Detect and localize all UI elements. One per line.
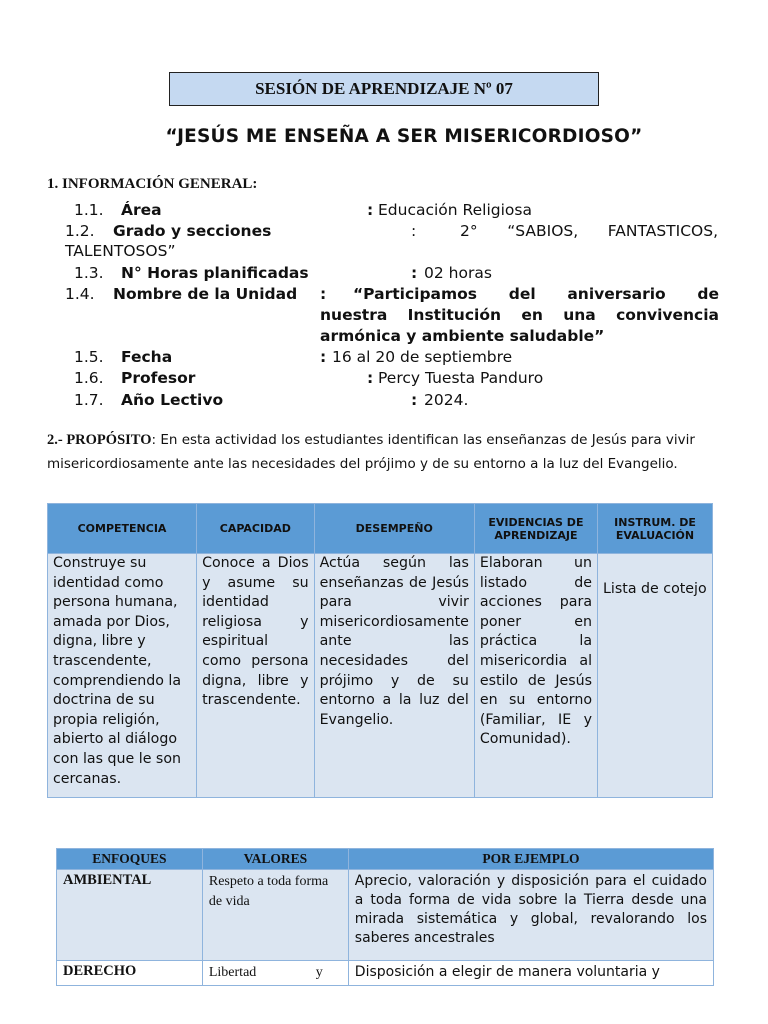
section-general-info-heading: 1. INFORMACIÓN GENERAL:: [47, 176, 258, 192]
info-label-anio: Año Lectivo: [121, 391, 224, 409]
header-por-ejemplo: POR EJEMPLO: [348, 849, 713, 870]
info-label-area: Área: [121, 201, 162, 219]
cell-instrumento: Lista de cotejo: [598, 554, 713, 798]
info-number: 1.7.: [74, 391, 104, 409]
info-value-area: Educación Religiosa: [378, 201, 532, 219]
cell-enfoque: DERECHO: [57, 961, 203, 986]
info-label-profesor: Profesor: [121, 369, 196, 387]
info-value-unidad-cont: nuestra Institución en una convivencia: [320, 306, 719, 324]
competencies-table: [47, 503, 713, 798]
cell-desempeno: Actúa según las enseñanzas de Jesús para vivir misericordiosamente ante las necesidades del prójimo y de su entorno a la luz del Evangelio.: [314, 554, 474, 798]
info-number: 1.4.: [65, 285, 95, 303]
info-value-horas: 02 horas: [424, 264, 492, 282]
info-label-grado: Grado y secciones: [113, 222, 272, 240]
info-number: 1.5.: [74, 348, 104, 366]
header-desempeno: DESEMPEÑO: [314, 504, 474, 554]
page-title: “JESÚS ME ENSEÑA A SER MISERICORDIOSO”: [165, 126, 643, 147]
info-number: 1.3.: [74, 264, 104, 282]
cell-evidencias: Elaboran un listado de acciones para poner en práctica la misericordia al estilo de Jesús en su entorno (Familiar, IE y Comunidad).: [474, 554, 597, 798]
table-row: [48, 554, 713, 798]
info-value-grado: 2° “SABIOS, FANTASTICOS,: [460, 222, 718, 240]
cell-competencia: Construye su identidad como persona humana, amada por Dios, digna, libre y trascendente, comprendiendo la doctrina de su propia religión, abierto al diálogo con las que le son cercanas.: [48, 554, 197, 798]
info-colon: :: [367, 369, 374, 387]
table-header-row: [48, 504, 713, 554]
header-valores: VALORES: [202, 849, 348, 870]
table-header-row: [57, 849, 714, 870]
header-enfoques: ENFOQUES: [57, 849, 203, 870]
info-colon: :: [320, 285, 327, 303]
purpose-colon: :: [151, 432, 157, 448]
info-number: 1.6.: [74, 369, 104, 387]
purpose-text: En esta actividad los estudiantes identifican las enseñanzas de Jesús para vivir misericordiosamente ante las necesidades del prójimo y de su entorno a la luz del Evangelio.: [47, 432, 695, 472]
info-label-horas: N° Horas planificadas: [121, 264, 309, 282]
cell-ejemplo: Aprecio, valoración y disposición para el cuidado a toda forma de vida sobre la Tierra desde una mirada sistemática y global, revalorando los saberes ancestrales: [348, 870, 713, 961]
cell-enfoque: AMBIENTAL: [57, 870, 203, 961]
header-capacidad: CAPACIDAD: [197, 504, 315, 554]
cell-valor: Libertad y: [202, 961, 348, 986]
session-title: SESIÓN DE APRENDIZAJE Nº 07: [169, 72, 599, 106]
info-colon: :: [320, 348, 327, 366]
info-label-fecha: Fecha: [121, 348, 173, 366]
info-value-unidad-cont: armónica y ambiente saludable”: [320, 327, 605, 345]
info-colon: :: [367, 201, 374, 219]
info-label-unidad: Nombre de la Unidad: [113, 285, 298, 303]
info-colon: :: [411, 391, 418, 409]
header-instrumento: INSTRUM. DE EVALUACIÓN: [598, 504, 713, 554]
cell-ejemplo: Disposición a elegir de manera voluntaria y: [348, 961, 713, 986]
info-number: 1.2.: [65, 222, 95, 240]
info-value-anio: 2024.: [424, 391, 469, 409]
table-row: [57, 870, 714, 961]
info-value-fecha: 16 al 20 de septiembre: [332, 348, 513, 366]
info-number: 1.1.: [74, 201, 104, 219]
header-competencia: COMPETENCIA: [48, 504, 197, 554]
info-value-unidad: “Participamos del aniversario de: [353, 285, 719, 303]
purpose-paragraph: [47, 428, 717, 476]
header-evidencias: EVIDENCIAS DE APRENDIZAJE: [474, 504, 597, 554]
info-value-profesor: Percy Tuesta Panduro: [378, 369, 544, 387]
cell-capacidad: Conoce a Dios y asume su identidad religiosa y espiritual como persona digna, libre y trascendente.: [197, 554, 315, 798]
info-colon: :: [411, 222, 417, 240]
info-value-grado-cont: TALENTOSOS”: [65, 242, 176, 260]
info-colon: :: [411, 264, 418, 282]
cell-valor: Respeto a toda forma de vida: [202, 870, 348, 961]
enfoques-table: [56, 848, 714, 986]
purpose-label: 2.- PROPÓSITO: [47, 432, 152, 448]
table-row: [57, 961, 714, 986]
